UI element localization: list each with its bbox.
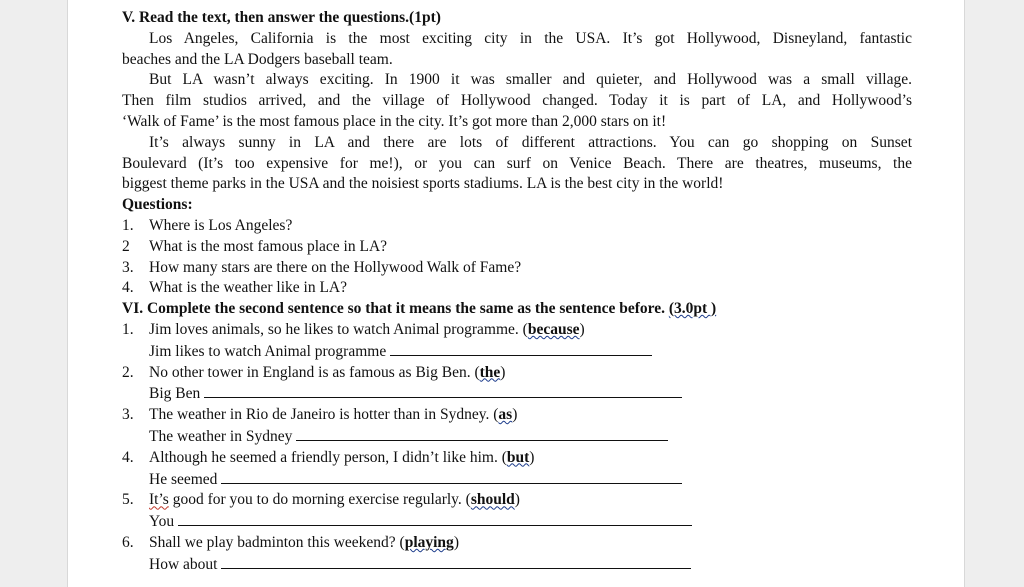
answer-blank[interactable] [204, 383, 682, 398]
exercise-item-sentence: 3. The weather in Rio de Janeiro is hotter than in Sydney. (as) [122, 406, 518, 424]
section-6-points: (3.0pt ) [668, 300, 717, 318]
keyword: as [498, 406, 513, 424]
answer-blank[interactable] [296, 426, 668, 441]
exercise-item-answer-line: The weather in Sydney [122, 426, 912, 448]
exercise-item-answer-line: He seemed [122, 469, 912, 491]
paragraph-2-line-1: But LA wasn’t always exciting. In 1900 it was smaller and quieter, and Hollywood was a small village. [149, 71, 912, 89]
questions-label: Questions: [122, 196, 193, 214]
exercise-item-answer-line: You [122, 511, 912, 533]
document-content [122, 8, 912, 576]
question-item: 3. How many stars are there on the Hollywood Walk of Fame? [122, 258, 522, 276]
paragraph-3-line-3: biggest theme parks in the USA and the noisiest sports stadiums. LA is the best city in the world! [122, 175, 724, 193]
answer-blank[interactable] [390, 341, 652, 356]
paragraph-3-line-1: It’s always sunny in LA and there are lots of different attractions. You can go shopping on Sunset [149, 133, 912, 151]
paragraph-2-line-2: Then film studios arrived, and the village of Hollywood changed. Today it is part of LA, and Hollywood’s [122, 92, 912, 110]
exercise-item-sentence: 5. It’s good for you to do morning exercise regularly. (should) [122, 491, 520, 509]
keyword: should [470, 491, 515, 509]
exercise-item-answer-line: Jim likes to watch Animal programme [122, 341, 912, 363]
answer-blank[interactable] [221, 554, 691, 569]
exercise-item-sentence: 4. Although he seemed a friendly person, I didn’t like him. (but) [122, 448, 535, 466]
exercise-item-sentence: 1. Jim loves animals, so he likes to watch Animal programme. (because) [122, 320, 585, 338]
section-5-heading: V. Read the text, then answer the questions.(1pt) [122, 9, 441, 26]
question-item: 4. What is the weather like in LA? [122, 279, 347, 297]
exercise-item-sentence: 2. No other tower in England is as famous as Big Ben. (the) [122, 363, 506, 381]
exercise-item-answer-line: Big Ben [122, 383, 912, 405]
keyword: playing [404, 533, 454, 551]
keyword: but [506, 448, 530, 466]
exercise-item-answer-line: How about [122, 554, 912, 576]
answer-blank[interactable] [178, 511, 692, 526]
question-item: 1. Where is Los Angeles? [122, 216, 293, 234]
question-item: 2 What is the most famous place in LA? [122, 237, 388, 255]
paragraph-3-line-2: Boulevard (It’s too expensive for me!), or you can surf on Venice Beach. There are theatres, museums, the [122, 154, 912, 172]
keyword: the [479, 363, 501, 381]
exercise-item-sentence: 6. Shall we play badminton this weekend? (playing) [122, 533, 459, 551]
document-page [67, 0, 965, 587]
section-6-heading: VI. Complete the second sentence so that it means the same as the sentence before. (3.0pt ) [122, 300, 717, 318]
paragraph-1-line-2: beaches and the LA Dodgers baseball team. [122, 50, 393, 68]
answer-blank[interactable] [221, 469, 682, 484]
keyword: because [527, 320, 580, 338]
paragraph-1-line-1: Los Angeles, California is the most exciting city in the USA. It’s got Hollywood, Disneyland, fantastic [149, 29, 912, 47]
paragraph-2-line-3: ‘Walk of Fame’ is the most famous place in the city. It’s got more than 2,000 stars on it! [122, 112, 667, 130]
